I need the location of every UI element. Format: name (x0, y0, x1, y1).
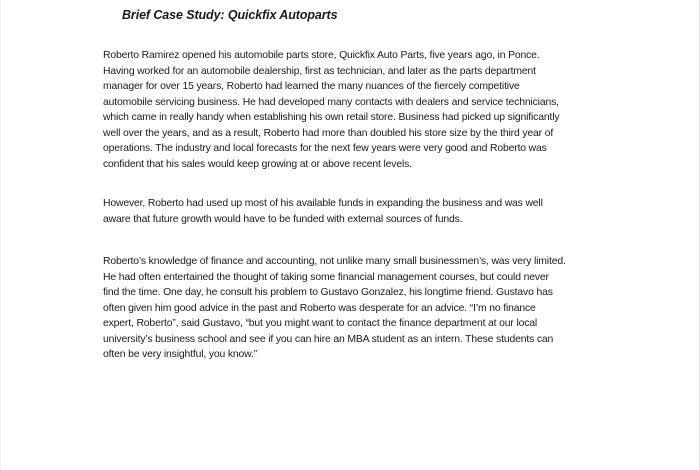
paragraph-line: However, Roberto had used up most of his available funds in expanding the business and was well (103, 198, 543, 209)
paragraph-line: He had often entertained the thought of taking some financial management courses, but could never (103, 271, 549, 283)
paragraph-line: manager for over 15 years, Roberto had learned the many nuances of the fiercely competitive (103, 81, 520, 92)
paragraph-line: find the time. One day, he consult his problem to Gustavo Gonzalez, his longtime friend. Gustavo has (103, 287, 553, 298)
page-edge-left (0, 0, 1, 470)
paragraph-1 (103, 48, 643, 172)
paragraph-line: which came in really handy when establishing his own retail store. Business had picked up significantly (103, 112, 560, 123)
paragraph-line: Having worked for an automobile dealership, first as technician, and later as the parts department (103, 65, 536, 77)
paragraph-3 (103, 254, 643, 363)
paragraph-2 (103, 196, 643, 227)
paragraph-line: aware that future growth would have to be funded with external sources of funds. (103, 213, 463, 225)
paragraph-line: automobile servicing business. He had developed many contacts with dealers and service technicians, (103, 96, 559, 108)
document-title: Brief Case Study: Quickfix Autoparts (122, 8, 338, 22)
paragraph-line: often be very insightful, you know.” (103, 349, 258, 360)
paragraph-line: expert, Roberto”, said Gustavo, “but you might want to contact the finance department at our local (103, 318, 538, 329)
paragraph-line: well over the years, and as a result, Roberto had more than doubled his store size by the third year of (103, 127, 554, 139)
paragraph-line: Roberto’s knowledge of finance and accounting, not unlike many small businessmen’s, was very limited. (103, 256, 566, 267)
paragraph-line: operations. The industry and local forecasts for the next few years were very good and Roberto was (103, 143, 547, 154)
paragraph-line: confident that his sales would keep growing at or above recent levels. (103, 158, 412, 170)
paragraph-line: Roberto Ramirez opened his automobile parts store, Quickfix Auto Parts, five years ago, in Ponce. (103, 50, 540, 61)
paragraph-line: university’s business school and see if you can hire an MBA student as an intern. These students can (103, 333, 554, 345)
paragraph-line: often given him good advice in the past and Roberto was desperate for an advice. “I’m no finance (103, 302, 536, 314)
